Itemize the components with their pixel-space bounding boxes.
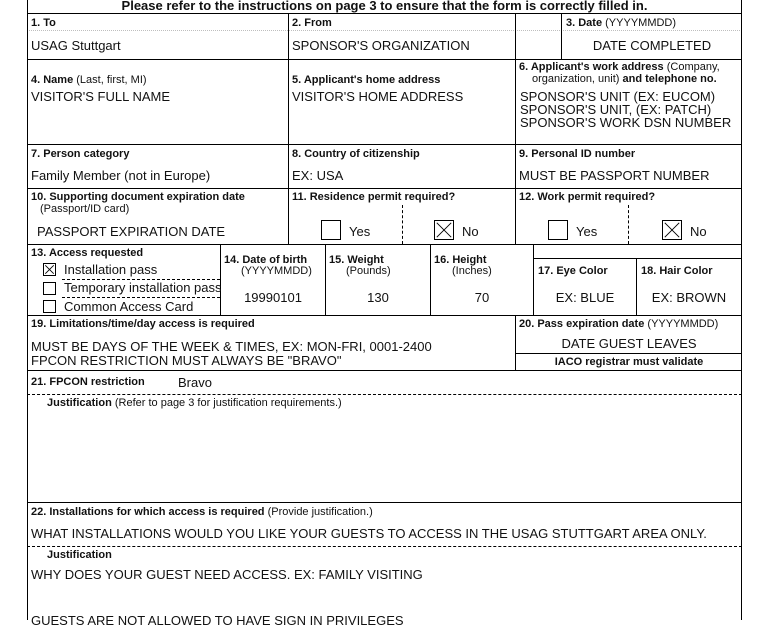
personal-id-field[interactable]: MUST BE PASSPORT NUMBER (519, 168, 710, 183)
rule (27, 244, 742, 245)
person-category-label: 7. Person category (31, 148, 130, 160)
installations-justification-cut-line[interactable]: GUESTS ARE NOT ALLOWED TO HAVE SIGN IN PRIVILEGES (31, 613, 404, 628)
from-label: 2. From (292, 17, 332, 29)
limitations-label: 19. Limitations/time/day access is required (31, 318, 255, 330)
installations-label: 22. Installations for which access is required (Provide justification.) (31, 506, 373, 518)
work-address-label-2: organization, unit) and telephone no. (532, 73, 717, 85)
fpcon-field[interactable]: Bravo (178, 375, 212, 390)
work-permit-yes-checkbox[interactable] (548, 220, 568, 240)
iaco-note: IACO registrar must validate (554, 356, 704, 368)
home-address-label: 5. Applicant's home address (292, 74, 441, 86)
fpcon-justification-label: Justification (Refer to page 3 for justification requirements.) (47, 397, 342, 409)
cac-label: Common Access Card (64, 299, 194, 314)
col-divider (515, 188, 516, 244)
person-category-field[interactable]: Family Member (not in Europe) (31, 168, 211, 183)
cac-checkbox[interactable] (43, 300, 56, 313)
weight-hint: (Pounds) (346, 265, 391, 277)
doc-expiration-label: 10. Supporting document expiration date (31, 191, 245, 203)
rule (533, 258, 742, 259)
to-field[interactable]: USAG Stuttgart (31, 38, 121, 53)
height-hint: (Inches) (452, 265, 492, 277)
installation-pass-checkbox[interactable] (43, 263, 56, 276)
from-field[interactable]: SPONSOR'S ORGANIZATION (292, 38, 470, 53)
work-address-line-2[interactable]: SPONSOR'S UNIT, (EX: PATCH) (520, 102, 712, 117)
fpcon-justification-field[interactable] (30, 412, 738, 498)
form-right-border (741, 0, 742, 620)
hair-color-label: 18. Hair Color (641, 265, 713, 277)
installations-justification-field[interactable]: WHY DOES YOUR GUEST NEED ACCESS. EX: FAMILY VISITING (31, 567, 423, 582)
work-permit-no-label: No (690, 224, 707, 239)
work-address-label: 6. Applicant's work address (Company, (519, 61, 720, 73)
pass-expiration-field[interactable]: DATE GUEST LEAVES (561, 336, 697, 351)
eye-color-field[interactable]: EX: BLUE (555, 290, 615, 305)
work-permit-yes-label: Yes (576, 224, 598, 239)
date-field[interactable]: DATE COMPLETED (592, 38, 712, 53)
height-label: 16. Height (434, 254, 487, 266)
dashed-rule (27, 394, 742, 395)
pass-expiration-label: 20. Pass expiration date (YYYYMMDD) (519, 318, 719, 330)
limitations-line-1[interactable]: MUST BE DAYS OF THE WEEK & TIMES, EX: MON-FRI, 0001-2400 (31, 339, 432, 354)
form-instructions-header: Please refer to the instructions on page 3 to ensure that the form is correctly filled in. (121, 0, 648, 13)
name-field[interactable]: VISITOR'S FULL NAME (31, 89, 171, 104)
check-x-icon (435, 221, 453, 239)
citizenship-label: 8. Country of citizenship (292, 148, 420, 160)
installations-field[interactable]: WHAT INSTALLATIONS WOULD YOU LIKE YOUR GUESTS TO ACCESS IN THE USAG STUTTGART AREA ONLY. (31, 526, 707, 541)
home-address-field[interactable]: VISITOR'S HOME ADDRESS (292, 89, 464, 104)
weight-field[interactable]: 130 (367, 290, 389, 305)
rule (515, 353, 742, 354)
weight-label: 15. Weight (329, 254, 384, 266)
rule (27, 315, 742, 316)
col-divider (288, 188, 289, 244)
limitations-line-2[interactable]: FPCON RESTRICTION MUST ALWAYS BE "BRAVO" (31, 353, 342, 368)
eye-color-label: 17. Eye Color (538, 265, 608, 277)
installation-pass-label: Installation pass (64, 262, 158, 277)
fpcon-label: 21. FPCON restriction (31, 376, 145, 388)
dashed-divider (402, 205, 403, 244)
work-address-line-3[interactable]: SPONSOR'S WORK DSN NUMBER (520, 115, 732, 130)
hair-color-field[interactable]: EX: BROWN (651, 290, 727, 305)
rule (27, 59, 742, 60)
citizenship-field[interactable]: EX: USA (292, 168, 344, 183)
dashed-rule (27, 546, 742, 547)
rule (27, 13, 742, 14)
residence-no-checkbox[interactable] (434, 220, 454, 240)
rule (27, 188, 742, 189)
dashed-divider (628, 205, 629, 244)
dob-label: 14. Date of birth (224, 254, 308, 266)
dob-hint: (YYYYMMDD) (241, 265, 312, 277)
access-requested-label: 13. Access requested (31, 247, 144, 259)
residence-yes-label: Yes (349, 224, 371, 239)
installations-justification-label: Justification (47, 549, 112, 561)
personal-id-label: 9. Personal ID number (519, 148, 636, 160)
rule (27, 144, 742, 145)
height-field[interactable]: 70 (474, 290, 490, 305)
rule (27, 502, 742, 503)
doc-expiration-hint: (Passport/ID card) (40, 203, 130, 215)
col-divider (288, 13, 289, 188)
to-label: 1. To (31, 17, 56, 29)
dob-field[interactable]: 19990101 (244, 290, 302, 305)
work-address-line-1[interactable]: SPONSOR'S UNIT (EX: EUCOM) (520, 89, 716, 104)
temporary-pass-checkbox[interactable] (43, 282, 56, 295)
work-permit-label: 12. Work permit required? (519, 191, 656, 203)
dashed-rule (62, 297, 220, 298)
date-label: 3. Date (YYYYMMDD) (566, 17, 677, 29)
name-label: 4. Name (Last, first, MI) (31, 74, 147, 86)
check-x-icon (44, 264, 55, 275)
residence-permit-label: 11. Residence permit required? (292, 191, 456, 203)
dotted-rule (27, 30, 742, 31)
form-left-border (27, 0, 28, 620)
residence-yes-checkbox[interactable] (321, 220, 341, 240)
doc-expiration-field[interactable]: PASSPORT EXPIRATION DATE (37, 224, 226, 239)
residence-no-label: No (462, 224, 479, 239)
col-divider (515, 13, 516, 188)
temporary-pass-label: Temporary installation pass (64, 280, 222, 295)
check-x-icon (663, 221, 681, 239)
col-divider (636, 258, 637, 315)
work-permit-no-checkbox[interactable] (662, 220, 682, 240)
rule (27, 370, 742, 371)
